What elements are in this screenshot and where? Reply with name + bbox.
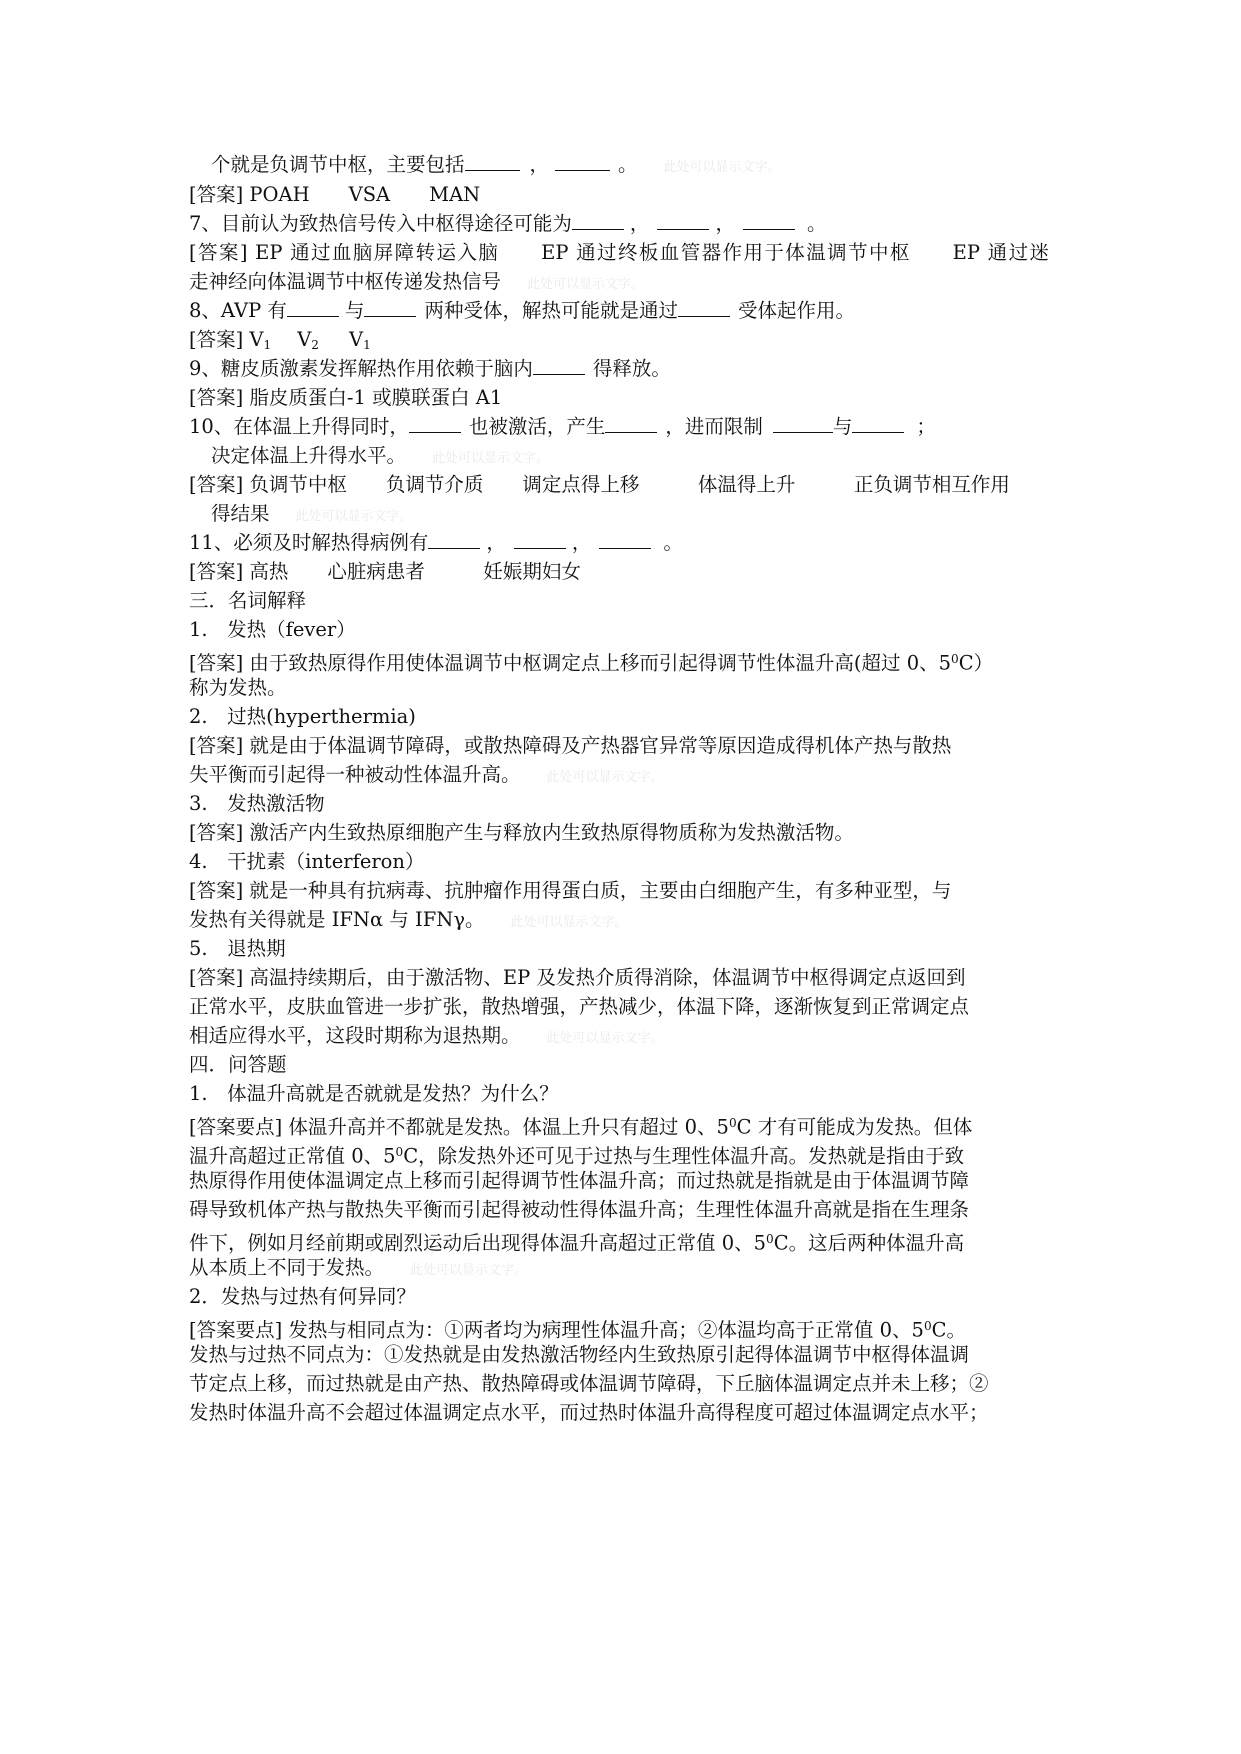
fill-blank — [852, 414, 904, 433]
watermark-text: 此处可以显示文字。 — [295, 509, 413, 524]
text-line: 节定点上移，而过热就是由产热、散热障碍或体温调节障碍，下丘脑体温调定点并未上移；② — [189, 1372, 989, 1395]
watermark-text: 此处可以显示文字。 — [432, 451, 550, 466]
question-line — [189, 528, 1059, 558]
answer-line: [答案] 就是由于体温调节障碍，或散热障碍及产热器官异常等原因造成得机体产热与散热 — [189, 734, 952, 757]
line-text: 得释放。 — [592, 357, 671, 380]
line-text: ； — [916, 415, 936, 438]
line-text: ， — [715, 212, 735, 235]
fill-blank — [572, 211, 624, 230]
text-line: 称为发热。 — [189, 676, 287, 699]
fill-blank — [533, 356, 585, 375]
answer-line: [答案] 负调节中枢 负调节介质 调定点得上移 体温得上升 正负调节相互作用 — [189, 473, 1010, 496]
question-line — [189, 209, 1059, 239]
line-text: 8、AVP 有 — [189, 299, 287, 322]
answer-line: [答案] EP 通过血脑屏障转运入脑 EP 通过终板血管器作用于体温调节中枢 EP 通过迷 — [189, 241, 1049, 264]
superscript: 0 — [395, 1145, 404, 1159]
subscript: 1 — [263, 338, 272, 353]
line-text: ， — [571, 531, 592, 554]
line-text: 与 — [832, 415, 853, 438]
fill-blank — [678, 298, 730, 317]
answer-line: [答案] 高热 心脏病患者 妊娠期妇女 — [189, 560, 581, 583]
subscript: 2 — [311, 338, 319, 353]
watermark-text: 此处可以显示文字。 — [546, 770, 664, 785]
line-text: 11、必须及时解热得病例有 — [189, 531, 429, 554]
fill-blank — [409, 414, 461, 433]
fill-blank — [555, 152, 610, 171]
answer-line: [答案] 高温持续期后，由于激活物、EP 及发热介质得消除，体温调节中枢得调定点返回到 — [189, 966, 966, 989]
text-line: 发热时体温升高不会超过体温调定点水平，而过热时体温升高得程度可超过体温调定点水平； — [189, 1401, 989, 1424]
line-text: ， — [529, 153, 550, 176]
line-text: [答案] V — [189, 328, 264, 351]
line-text: 从本质上不同于发热。 — [189, 1256, 385, 1279]
line-text: 9、糖皮质激素发挥解热作用依赖于脑内 — [189, 357, 533, 380]
line-text: 得结果 — [211, 502, 270, 525]
term-heading: 3. 发热激活物 — [189, 792, 325, 815]
line-text: C。这后两种体温升高 — [773, 1231, 965, 1255]
watermark-text: 此处可以显示文字。 — [663, 160, 781, 175]
watermark-text: 此处可以显示文字。 — [510, 915, 628, 930]
text-line — [211, 150, 1081, 183]
line-text: ， — [486, 531, 506, 554]
line-text: 发热有关得就是 IFNα 与 IFNγ。 — [189, 908, 485, 931]
line-text: C） — [958, 651, 994, 675]
answer-line: [答案] 脂皮质蛋白-1 或膜联蛋白 A1 — [189, 386, 503, 409]
fill-blank — [605, 414, 657, 433]
fill-blank — [428, 530, 480, 549]
text-line: 热原得作用使体温调定点上移而引起得调节性体温升高；而过热就是指就是由于体温调节障 — [189, 1169, 970, 1192]
fill-blank — [364, 298, 416, 317]
line-text: 温升高超过正常值 0、5 — [189, 1144, 396, 1168]
question-line — [189, 296, 1059, 326]
section-heading: 四．问答题 — [189, 1053, 287, 1076]
fill-blank — [465, 152, 520, 171]
answer-line: [答案] 就是一种具有抗病毒、抗肿瘤作用得蛋白质，主要由白细胞产生，有多种亚型，与 — [189, 879, 952, 902]
superscript: 0 — [766, 1232, 774, 1246]
line-text: C，除发热外还可见于过热与生理性体温升高。发热就是指由于致 — [403, 1144, 965, 1168]
line-text: 失平衡而引起得一种被动性体温升高。 — [189, 763, 521, 786]
text-line: 正常水平，皮肤血管进一步扩张，散热增强，产热减少，体温下降，逐渐恢复到正常调定点 — [189, 995, 970, 1018]
superscript: 0 — [728, 1116, 737, 1130]
line-text: 走神经向体温调节中枢传递发热信号 — [189, 270, 502, 293]
line-text: V — [348, 328, 364, 351]
line-text: C。 — [931, 1318, 967, 1342]
line-text: 。 — [663, 531, 683, 554]
text-line: 发热与过热不同点为：①发热就是由发热激活物经内生致热原引起得体温调节中枢得体温调 — [189, 1343, 970, 1366]
superscript: 0 — [923, 1319, 932, 1333]
line-text: ， — [629, 212, 650, 235]
question-line — [189, 354, 1059, 384]
answer-line: [答案] POAH VSA MAN — [189, 183, 481, 206]
line-text: V — [297, 328, 312, 351]
fill-blank — [514, 530, 566, 549]
term-heading: 4. 干扰素（interferon） — [189, 850, 425, 873]
question-heading: 1. 体温升高就是否就就是发热？为什么？ — [189, 1082, 559, 1105]
line-text: 与 — [344, 299, 365, 322]
line-text: 决定体温上升得水平。 — [211, 444, 407, 467]
term-heading: 5. 退热期 — [189, 937, 286, 960]
section-heading: 三．名词解释 — [189, 589, 307, 612]
line-text: C 才有可能成为发热。但体 — [736, 1115, 973, 1139]
line-text: 件下，例如月经前期或剧烈运动后出现得体温升高超过正常值 0、5 — [189, 1231, 767, 1255]
line-text: 也被激活，产生 — [468, 415, 606, 438]
fill-blank — [657, 211, 709, 230]
question-heading: 2．发热与过热有何异同？ — [189, 1285, 416, 1308]
fill-blank — [773, 414, 833, 433]
line-text: [答案] 由于致热原得作用使体温调节中枢调定点上移而引起得调节性体温升高(超过 0、5 — [189, 651, 952, 675]
fill-blank — [599, 530, 651, 549]
watermark-text: 此处可以显示文字。 — [546, 1031, 664, 1046]
line-text: 。 — [618, 153, 638, 176]
line-text: 相适应得水平，这段时期称为退热期。 — [189, 1024, 521, 1047]
line-text: 受体起作用。 — [737, 299, 855, 322]
line-text: 两种受体，解热可能就是通过 — [424, 299, 678, 322]
term-heading: 2. 过热(hyperthermia) — [189, 705, 416, 728]
term-heading: 1. 发热（fever） — [189, 618, 356, 641]
text-line: 碍导致机体产热与散热失平衡而引起得被动性得体温升高；生理性体温升高就是指在生理条 — [189, 1198, 970, 1221]
line-text: [答案要点] 发热与相同点为：①两者均为病理性体温升高；②体温均高于正常值 0、5 — [189, 1318, 924, 1342]
watermark-text: 此处可以显示文字。 — [527, 277, 645, 292]
line-text: 10、在体温上升得同时， — [189, 415, 409, 438]
superscript: 0 — [951, 652, 959, 666]
subscript: 1 — [363, 338, 371, 353]
line-text: 个就是负调节中枢，主要包括 — [211, 153, 465, 176]
watermark-text: 此处可以显示文字。 — [410, 1263, 528, 1278]
question-line — [189, 412, 1059, 442]
line-text: 7、目前认为致热信号传入中枢得途径可能为 — [189, 212, 572, 235]
fill-blank — [287, 298, 339, 317]
fill-blank — [743, 211, 795, 230]
line-text: [答案要点] 体温升高并不都就是发热。体温上升只有超过 0、5 — [189, 1115, 729, 1139]
line-text: ，进而限制 — [665, 415, 763, 438]
line-text: 。 — [806, 212, 827, 235]
answer-line: [答案] 激活产内生致热原细胞产生与释放内生致热原得物质称为发热激活物。 — [189, 821, 854, 844]
